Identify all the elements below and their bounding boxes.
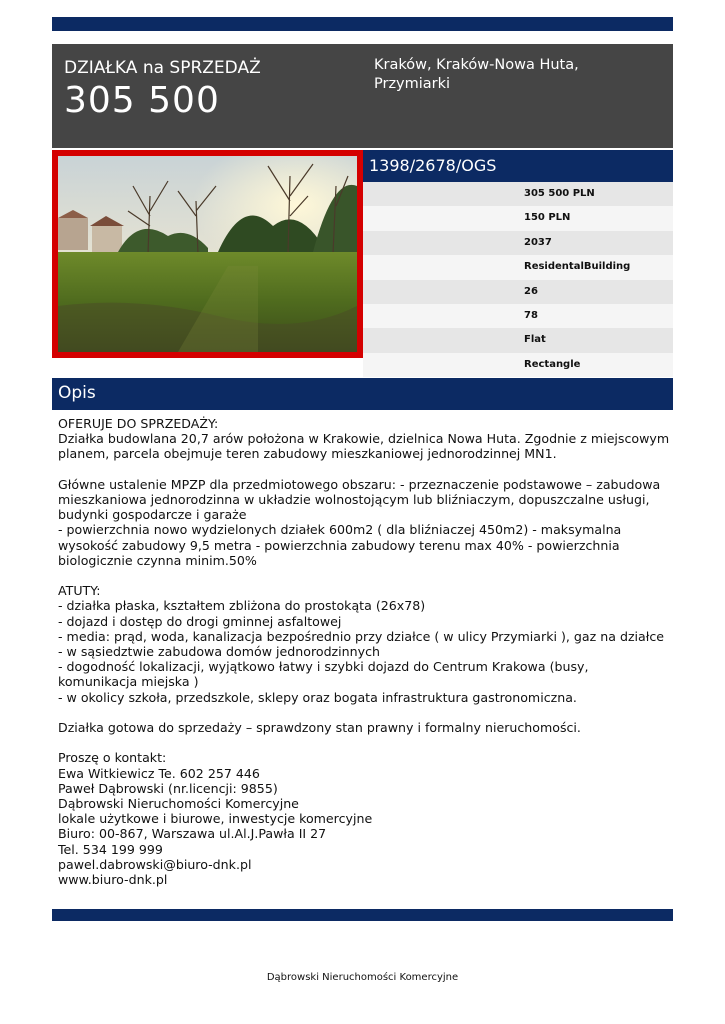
listing-header	[52, 44, 673, 148]
description-spacer	[58, 462, 670, 477]
attributes-table	[363, 182, 673, 377]
attribute-value: 78	[524, 309, 538, 321]
description-paragraph: Główne ustalenie MPZP dla przedmiotowego obszaru: - przeznaczenie podstawowe – zabudowa mieszkaniowa jednorodzinna w układzie wolnostojącym lub bliźniaczym, dopuszczalne usługi, budynki gospodarcze i garaże - powierzchnia nowo wydzielonych działek 600m2 ( dla bliźniaczej 450m2) - maksymalna wysokość zabudowy 9,5 metra - powierzchnia zabudowy terenu max 40% - powierzchnia biologicznie czynna minim.50%	[58, 476, 661, 568]
attribute-row	[363, 206, 673, 230]
attribute-value: 2037	[524, 236, 552, 248]
bottom-accent-bar	[52, 909, 673, 921]
listing-price: 305 500	[64, 80, 220, 121]
property-photo	[58, 156, 357, 352]
description-paragraph: Działka gotowa do sprzedaży – sprawdzony stan prawny i formalny nieruchomości.	[58, 720, 581, 736]
property-photo-frame	[52, 150, 363, 358]
attribute-value: 305 500 PLN	[524, 188, 595, 199]
footer-company: Dąbrowski Nieruchomości Komercyjne	[266, 972, 459, 983]
listing-type: DZIAŁKA na SPRZEDAŻ	[64, 58, 261, 78]
description-body	[58, 416, 670, 887]
attribute-row	[363, 353, 673, 377]
listing-id-bar	[363, 150, 673, 182]
attribute-row	[363, 182, 673, 206]
description-heading: Opis	[58, 383, 96, 403]
attribute-value: ResidentalBuilding	[524, 261, 631, 273]
description-spacer	[58, 705, 670, 720]
listing-location: Kraków, Kraków-Nowa Huta, Przymiarki	[374, 57, 579, 92]
attribute-row	[363, 328, 673, 352]
attribute-row	[363, 255, 673, 279]
description-paragraph: OFERUJE DO SPRZEDAŻY: Działka budowlana 20,7 arów położona w Krakowie, dzielnica Nowa Huta. Zgodnie z miejscowym planem, parcela obejmuje teren zabudowy mieszkaniowej jednorodzinnej MN1.	[58, 416, 670, 462]
attribute-row	[363, 280, 673, 304]
top-accent-bar	[52, 17, 673, 31]
description-spacer	[58, 735, 670, 750]
attribute-value: Flat	[524, 334, 546, 346]
description-spacer	[58, 568, 670, 583]
attribute-value: Rectangle	[524, 358, 581, 370]
attribute-row	[363, 231, 673, 255]
listing-id: 1398/2678/OGS	[369, 156, 497, 175]
description-heading-bar	[52, 378, 673, 410]
attribute-value: 150 PLN	[524, 212, 571, 224]
description-paragraph: Proszę o kontakt: Ewa Witkiewicz Te. 602 257 446 Paweł Dąbrowski (nr.licencji: 9855) Dąbrowski Nieruchomości Komercyjne lokale użytkowe i biurowe, inwestycje komercyjne Biuro: 00-867, Warszawa ul.Al.J.Pawła II 27 Tel. 534 199 999 pawel.dabrowski@biuro-dnk.pl www.biuro-dnk.pl	[58, 750, 373, 888]
attribute-row	[363, 304, 673, 328]
attribute-value: 26	[524, 285, 538, 297]
description-paragraph: ATUTY: - działka płaska, kształtem zbliżona do prostokąta (26x78) - dojazd i dostęp do drogi gminnej asfaltowej - media: prąd, woda, kanalizacja bezpośrednio przy działce ( w ulicy Przymiarki ), gaz na działce - w sąsiedztwie zabudowa domów jednorodzinnych - dogodność lokalizacji, wyjątkowo łatwy i szybki dojazd do Centrum Krakowa (busy, komunikacja miejska ) - w okolicy szkoła, przedszkole, sklepy oraz bogata infrastruktura gastronomiczna.	[58, 583, 665, 705]
